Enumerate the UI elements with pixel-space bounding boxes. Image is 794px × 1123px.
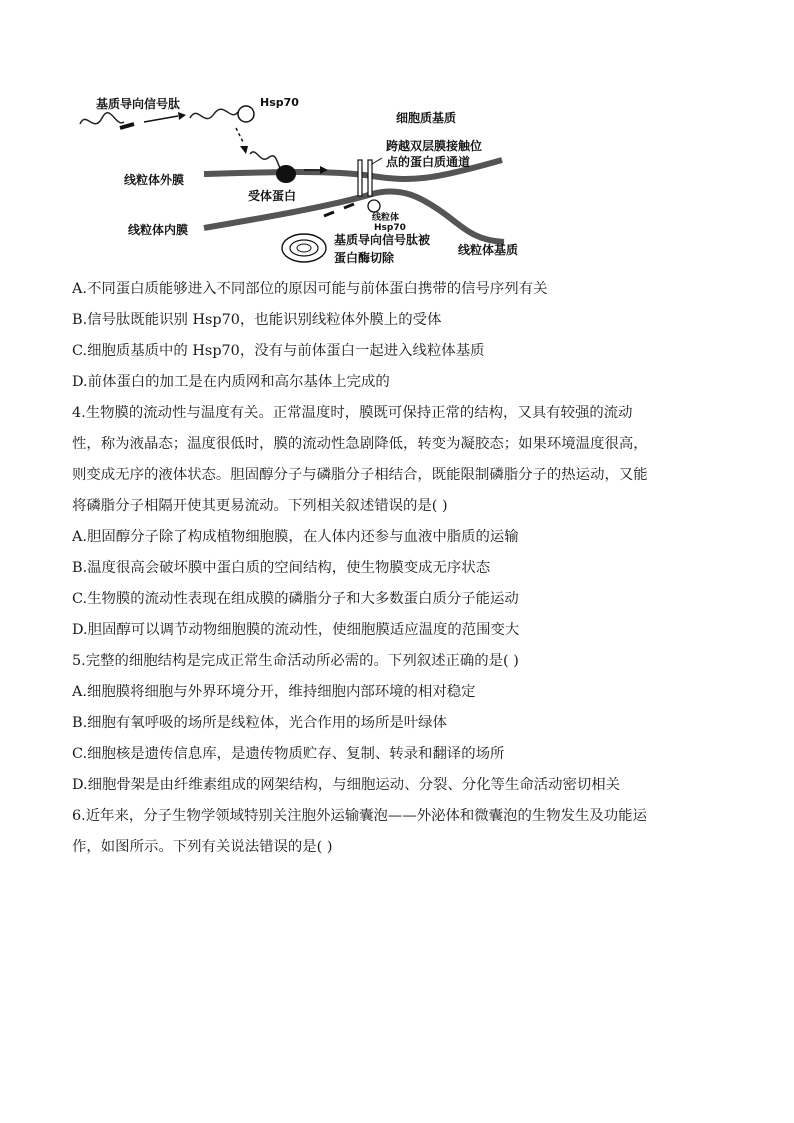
q4-option-a: A.胆固醇分子除了构成植物细胞膜，在人体内还参与血液中脂质的运输 [72, 529, 519, 545]
q5-option-d: D.细胞骨架是由纤维素组成的网架结构，与细胞运动、分裂、分化等生命活动密切相关 [72, 777, 621, 793]
label-inner-membrane: 线粒体内膜 [128, 223, 189, 237]
label-mito-hsp70-1: 线粒体 [372, 213, 400, 223]
channel-pointer [372, 158, 382, 164]
q5-option-b: B.细胞有氧呼吸的场所是线粒体，光合作用的场所是叶绿体 [72, 715, 447, 731]
q4-stem-line-2: 性，称为液晶态；温度很低时，膜的流动性急剧降低，转变为凝胶态；如果环境温度很高， [72, 436, 648, 452]
q4-stem [72, 398, 722, 522]
dashed-arrow-down-head [240, 146, 248, 154]
label-channel-2: 点的蛋白质通道 [386, 155, 471, 169]
label-signal-peptide: 基质导向信号肽 [96, 97, 181, 111]
q3-option-d: D.前体蛋白的加工是在内质网和高尔基体上完成的 [72, 374, 390, 390]
folded-protein-outer [282, 234, 326, 262]
peptide-chain-3 [250, 152, 280, 168]
label-receptor: 受体蛋白 [248, 189, 297, 203]
folded-protein-core [297, 244, 311, 252]
q4-stem-line-3: 则变成无序的液体状态。胆固醇分子与磷脂分子相结合，既能限制磷脂分子的热运动，又能 [72, 467, 648, 483]
label-hsp70: Hsp70 [260, 96, 299, 109]
peptide-chain-2 [190, 109, 238, 118]
q3-option-b: B.信号肽既能识别 Hsp70，也能识别线粒体外膜上的受体 [72, 312, 442, 328]
cleaved-fragment-2 [344, 204, 354, 208]
q6-stem-line-1: 6.近年来，分子生物学领域特别关注胞外运输囊泡——外泌体和微囊泡的生物发生及功能运 [72, 808, 647, 824]
arrow-right [144, 116, 178, 122]
label-cytoplasmic-matrix: 细胞质基质 [396, 111, 457, 125]
label-cleaved-1: 基质导向信号肽被 [334, 233, 431, 247]
mitochondria-import-diagram [72, 88, 534, 268]
q6-stem-line-2: 作，如图所示。下列有关说法错误的是( ) [72, 839, 333, 855]
question-content [72, 274, 722, 863]
channel-right [368, 160, 372, 196]
receptor-protein [276, 165, 296, 183]
dashed-arrow-down [236, 128, 244, 144]
arrow-right-head [178, 112, 186, 120]
label-outer-membrane: 线粒体外膜 [124, 173, 185, 187]
q4-stem-line-4: 将磷脂分子相隔开使其更易流动。下列相关叙述错误的是( ) [72, 498, 448, 514]
q5-stem: 5.完整的细胞结构是完成正常生命活动所必需的。下列叙述正确的是( ) [72, 653, 519, 669]
mito-hsp70-circle [368, 200, 380, 212]
q4-option-b: B.温度很高会破坏膜中蛋白质的空间结构，使生物膜变成无序状态 [72, 560, 491, 576]
folded-protein-inner [290, 240, 318, 256]
signal-peptide-mark [120, 124, 134, 128]
label-cleaved-2: 蛋白酶切除 [334, 251, 395, 265]
q3-option-c: C.细胞质基质中的 Hsp70，没有与前体蛋白一起进入线粒体基质 [72, 343, 485, 359]
q4-stem-line-1: 4.生物膜的流动性与温度有关。正常温度时，膜既可保持正常的结构，又具有较强的流动 [72, 405, 633, 421]
hsp70-circle [238, 106, 254, 122]
diagram-svg [72, 88, 534, 268]
peptide-chain [80, 113, 124, 124]
q6-stem [72, 801, 722, 863]
label-channel-1: 跨越双层膜接触位 [386, 139, 483, 153]
q5-option-a: A.细胞膜将细胞与外界环境分开，维持细胞内部环境的相对稳定 [72, 684, 476, 700]
q5-option-c: C.细胞核是遗传信息库，是遗传物质贮存、复制、转录和翻译的场所 [72, 746, 505, 762]
channel-left [358, 160, 362, 196]
label-mito-hsp70-2: Hsp70 [374, 223, 406, 233]
label-mito-matrix: 线粒体基质 [458, 243, 519, 257]
q4-option-c: C.生物膜的流动性表现在组成膜的磷脂分子和大多数蛋白质分子能运动 [72, 591, 519, 607]
cleaved-fragment-1 [324, 212, 334, 216]
q3-option-a: A.不同蛋白质能够进入不同部位的原因可能与前体蛋白携带的信号序列有关 [72, 281, 548, 297]
q4-option-d: D.胆固醇可以调节动物细胞膜的流动性，使细胞膜适应温度的范围变大 [72, 622, 520, 638]
